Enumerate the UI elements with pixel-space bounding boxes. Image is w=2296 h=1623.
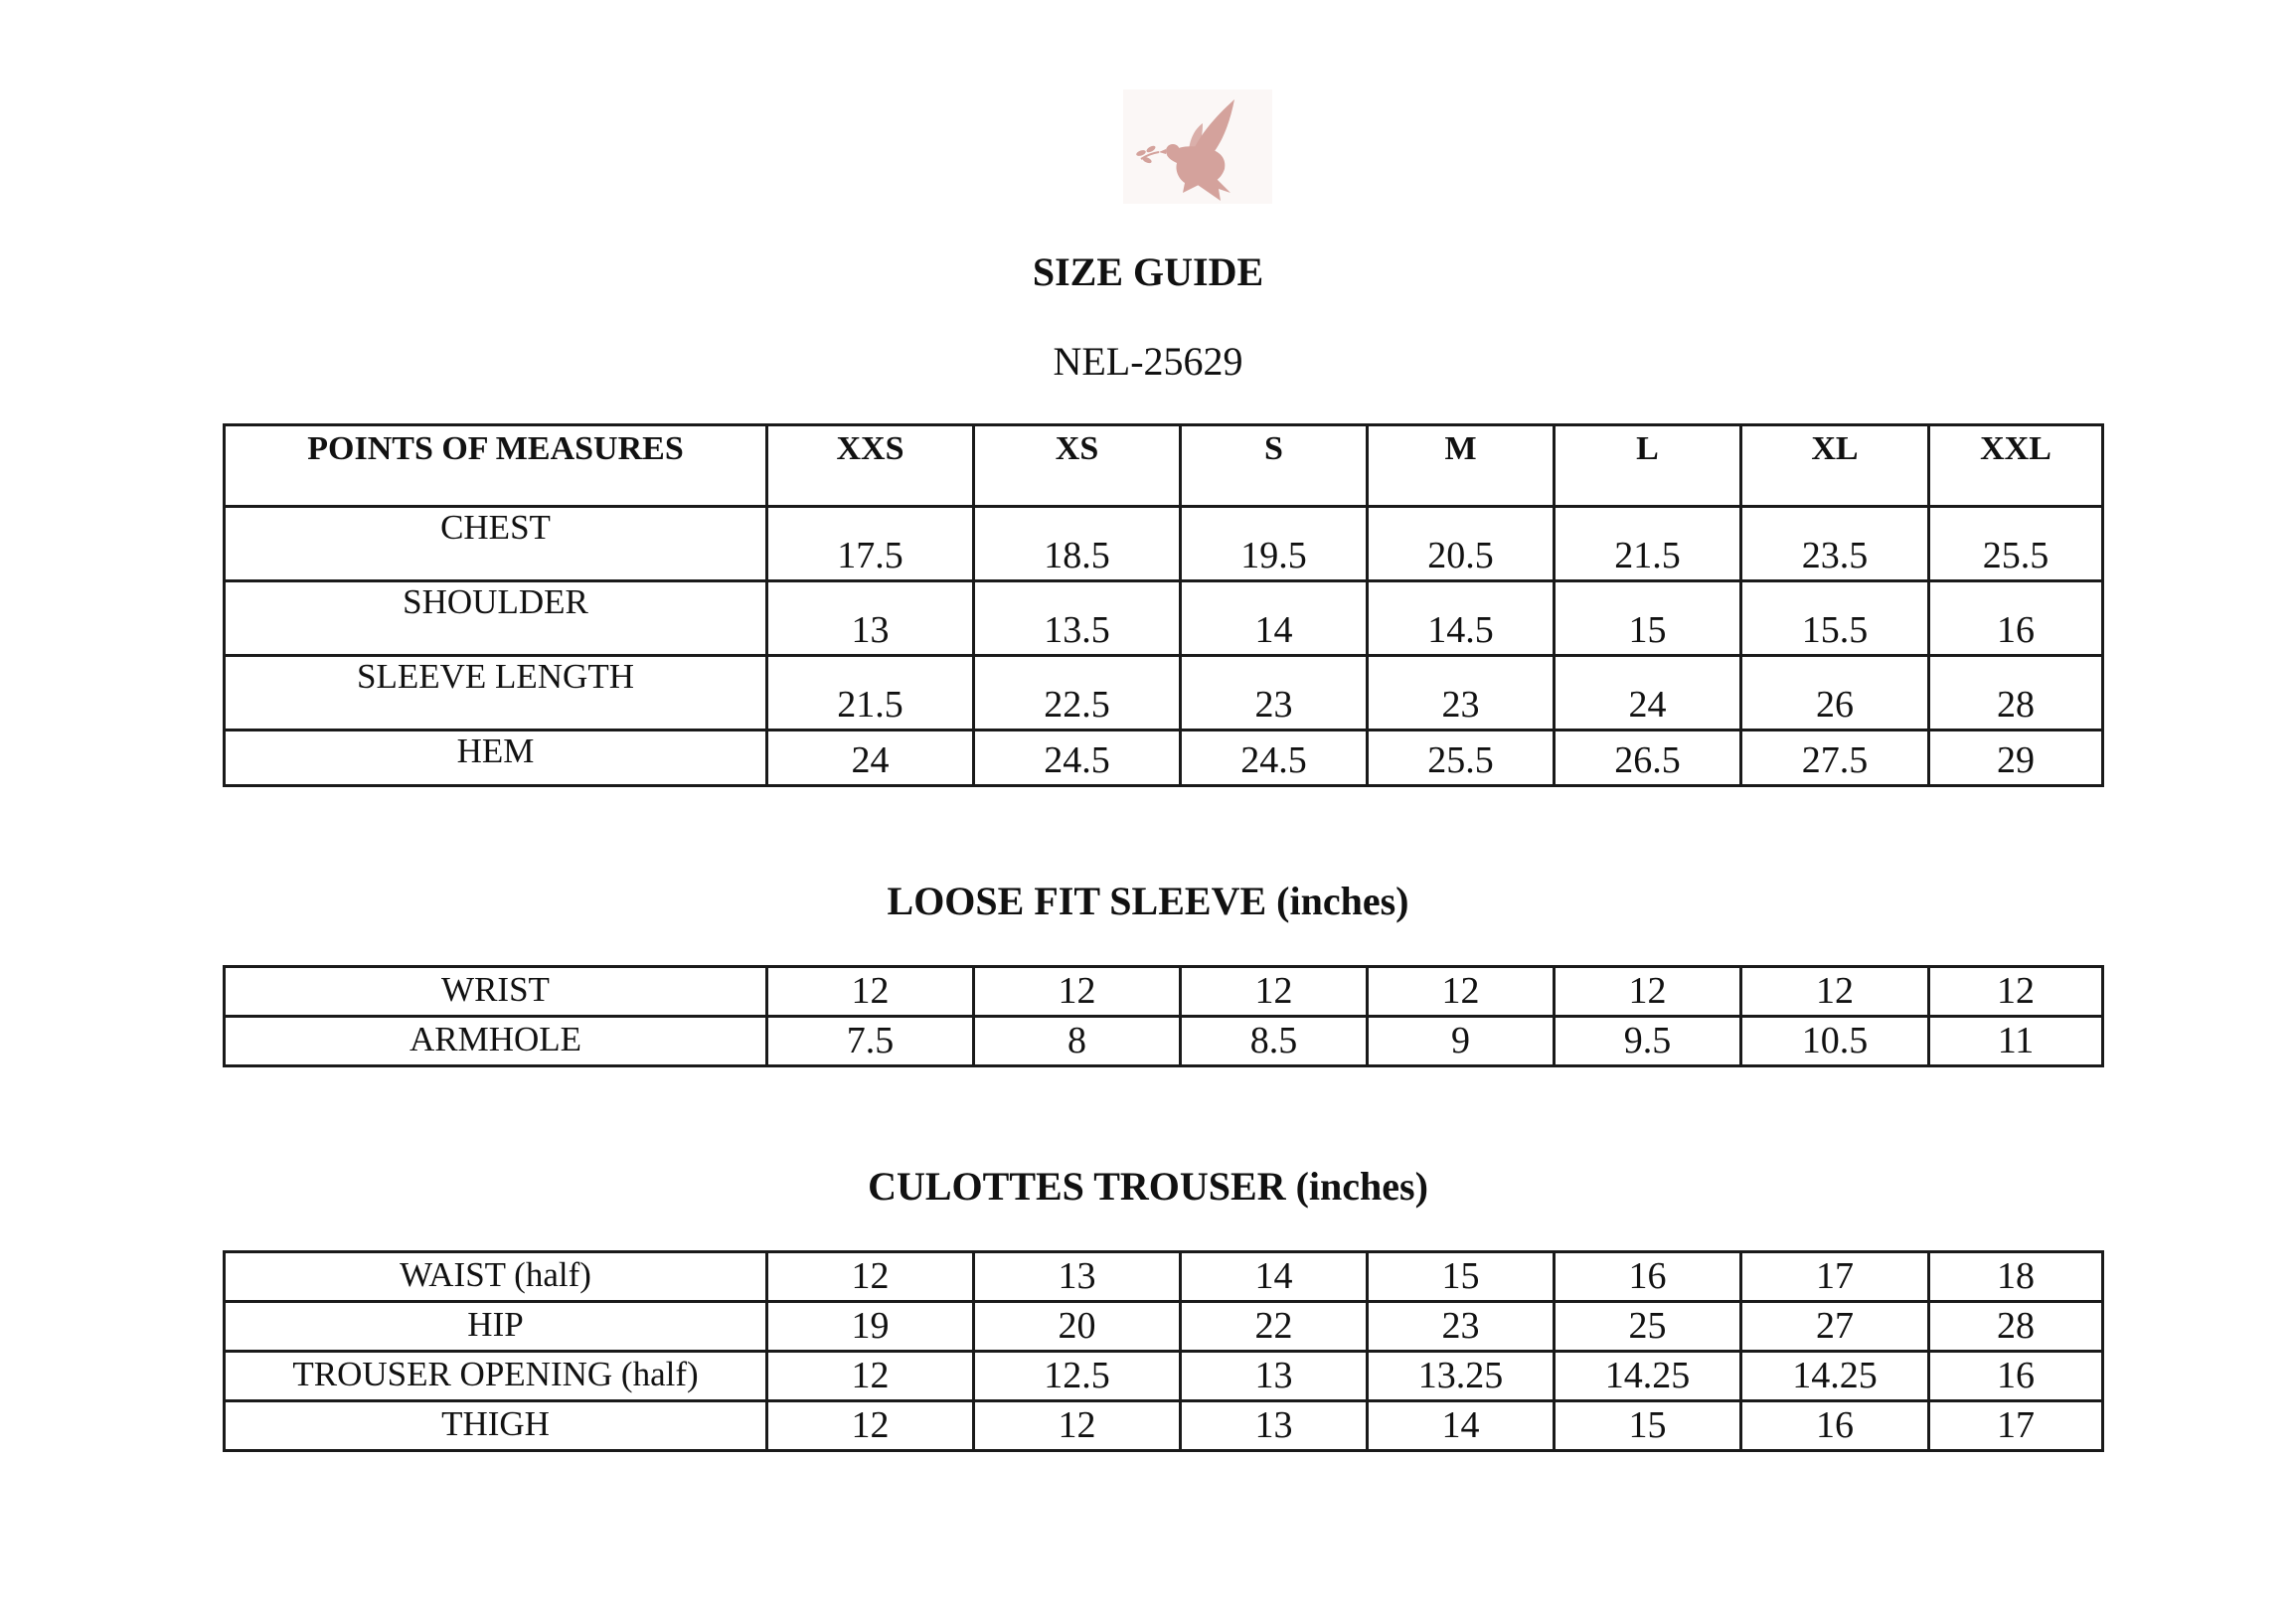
- cell: 15.5: [1741, 581, 1929, 656]
- cell: 12: [1368, 967, 1555, 1017]
- header-cell: XL: [1741, 425, 1929, 507]
- cell: 16: [1741, 1401, 1929, 1451]
- cell: 18: [1929, 1252, 2103, 1302]
- cell: 25.5: [1368, 730, 1555, 786]
- page-title: SIZE GUIDE: [1032, 249, 1264, 294]
- table-row: [225, 1302, 2103, 1352]
- cell: 21.5: [1555, 507, 1741, 581]
- size-table: [223, 423, 2104, 787]
- row-label: HEM: [225, 730, 767, 786]
- cell: 13.5: [974, 581, 1181, 656]
- row-label: CHEST: [225, 507, 767, 581]
- cell: 12: [767, 967, 974, 1017]
- cell: 12: [1929, 967, 2103, 1017]
- header-cell: POINTS OF MEASURES: [225, 425, 767, 507]
- cell: 18.5: [974, 507, 1181, 581]
- cell: 27: [1741, 1302, 1929, 1352]
- cell: 12: [974, 967, 1181, 1017]
- table-row: [225, 507, 2103, 581]
- cell: 23: [1181, 656, 1368, 730]
- cell: 17: [1741, 1252, 1929, 1302]
- cell: 13: [767, 581, 974, 656]
- cell: 11: [1929, 1017, 2103, 1066]
- table-row: [225, 656, 2103, 730]
- header-cell: XXS: [767, 425, 974, 507]
- cell: 12: [1741, 967, 1929, 1017]
- cell: 12: [1555, 967, 1741, 1017]
- cell: 24.5: [974, 730, 1181, 786]
- cell: 14.25: [1741, 1352, 1929, 1401]
- table-row: [225, 1352, 2103, 1401]
- cell: 23: [1368, 656, 1555, 730]
- cell: 15: [1555, 1401, 1741, 1451]
- cell: 21.5: [767, 656, 974, 730]
- dove-icon: [1123, 89, 1272, 204]
- row-label: SHOULDER: [225, 581, 767, 656]
- cell: 16: [1929, 581, 2103, 656]
- cell: 16: [1555, 1252, 1741, 1302]
- cell: 15: [1368, 1252, 1555, 1302]
- row-label: HIP: [225, 1302, 767, 1352]
- header-cell: S: [1181, 425, 1368, 507]
- cell: 28: [1929, 1302, 2103, 1352]
- cell: 14: [1181, 581, 1368, 656]
- cell: 9: [1368, 1017, 1555, 1066]
- cell: 22.5: [974, 656, 1181, 730]
- row-label: TROUSER OPENING (half): [225, 1352, 767, 1401]
- cell: 15: [1555, 581, 1741, 656]
- cell: 19.5: [1181, 507, 1368, 581]
- cell: 27.5: [1741, 730, 1929, 786]
- cell: 13.25: [1368, 1352, 1555, 1401]
- cell: 20: [974, 1302, 1181, 1352]
- row-label: THIGH: [225, 1401, 767, 1451]
- row-label: ARMHOLE: [225, 1017, 767, 1066]
- cell: 24: [1555, 656, 1741, 730]
- table-row: [225, 730, 2103, 786]
- header-cell: XXL: [1929, 425, 2103, 507]
- trouser-table: [223, 1250, 2104, 1452]
- cell: 13: [974, 1252, 1181, 1302]
- cell: 8: [974, 1017, 1181, 1066]
- cell: 17.5: [767, 507, 974, 581]
- cell: 22: [1181, 1302, 1368, 1352]
- row-label: SLEEVE LENGTH: [225, 656, 767, 730]
- row-label: WAIST (half): [225, 1252, 767, 1302]
- cell: 12: [767, 1401, 974, 1451]
- cell: 24.5: [1181, 730, 1368, 786]
- cell: 8.5: [1181, 1017, 1368, 1066]
- cell: 26: [1741, 656, 1929, 730]
- table-row: [225, 1017, 2103, 1066]
- cell: 20.5: [1368, 507, 1555, 581]
- cell: 19: [767, 1302, 974, 1352]
- row-label: WRIST: [225, 967, 767, 1017]
- table-row: [225, 967, 2103, 1017]
- cell: 12: [974, 1401, 1181, 1451]
- table-row: [225, 1252, 2103, 1302]
- cell: 12.5: [974, 1352, 1181, 1401]
- cell: 13: [1181, 1401, 1368, 1451]
- cell: 14: [1368, 1401, 1555, 1451]
- cell: 25: [1555, 1302, 1741, 1352]
- cell: 24: [767, 730, 974, 786]
- header-cell: M: [1368, 425, 1555, 507]
- cell: 14.25: [1555, 1352, 1741, 1401]
- cell: 12: [767, 1352, 974, 1401]
- cell: 12: [1181, 967, 1368, 1017]
- cell: 14: [1181, 1252, 1368, 1302]
- cell: 12: [767, 1252, 974, 1302]
- cell: 16: [1929, 1352, 2103, 1401]
- trouser-section-title: CULOTTES TROUSER (inches): [868, 1164, 1428, 1209]
- table-row: [225, 1401, 2103, 1451]
- cell: 28: [1929, 656, 2103, 730]
- header-cell: XS: [974, 425, 1181, 507]
- cell: 17: [1929, 1401, 2103, 1451]
- cell: 7.5: [767, 1017, 974, 1066]
- cell: 10.5: [1741, 1017, 1929, 1066]
- header-cell: L: [1555, 425, 1741, 507]
- table-row: [225, 581, 2103, 656]
- style-code: NEL-25629: [1053, 339, 1243, 384]
- table-header-row: [225, 425, 2103, 507]
- sleeve-table: [223, 965, 2104, 1067]
- cell: 23: [1368, 1302, 1555, 1352]
- sleeve-section-title: LOOSE FIT SLEEVE (inches): [887, 879, 1409, 923]
- cell: 25.5: [1929, 507, 2103, 581]
- cell: 14.5: [1368, 581, 1555, 656]
- cell: 23.5: [1741, 507, 1929, 581]
- cell: 29: [1929, 730, 2103, 786]
- cell: 13: [1181, 1352, 1368, 1401]
- cell: 9.5: [1555, 1017, 1741, 1066]
- cell: 26.5: [1555, 730, 1741, 786]
